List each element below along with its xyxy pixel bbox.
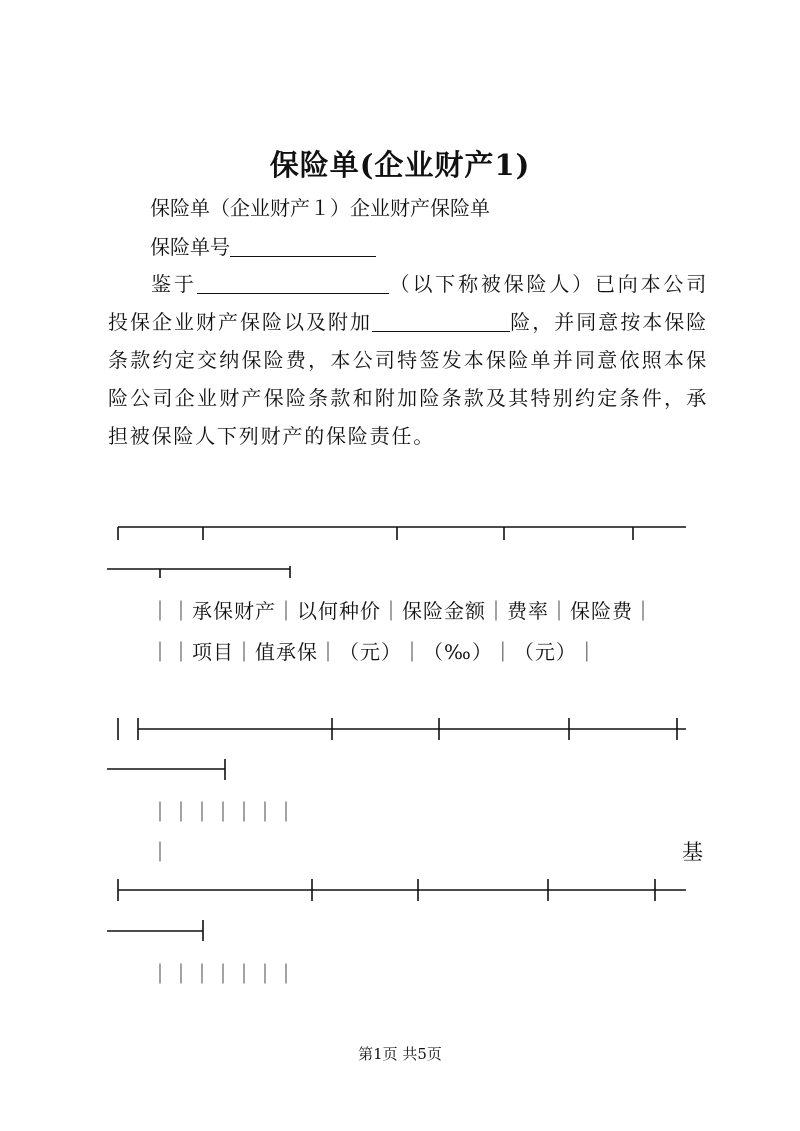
document-title: 保险单(企业财产1) (269, 148, 531, 182)
page-footer: 第1页 共5页 (358, 1045, 442, 1063)
para-part-1: 鉴于 (150, 272, 197, 296)
policy-number-label: 保险单号 (150, 235, 230, 259)
para-part-3: 险，并同意按本保险条款约定交纳保险费，本公司特签发本保险单并同意依照本保险公司企业财产保险条款和附加险条款及其特别约定条件，承担被保险人下列财产的保险责任。 (108, 310, 708, 448)
table-header-row-1: ｜｜承保财产｜以何种价｜保险金额｜费率｜保险费｜ (150, 599, 654, 623)
table-header-row-2: ｜｜项目｜值承保｜（元）｜（‰）｜（元）｜ (150, 640, 598, 664)
base-char: 基 (682, 840, 703, 864)
table-single-bar: ｜ (150, 840, 171, 864)
subtitle: 保险单（企业财产１）企业财产保险单 (150, 196, 490, 220)
table-empty-row: ｜｜｜｜｜｜｜ (150, 962, 297, 986)
para-part-2: （以下称被保险人）已向本公司投保企业财产保险以及附加 (108, 272, 708, 334)
table-empty-row: ｜｜｜｜｜｜｜ (150, 800, 297, 824)
